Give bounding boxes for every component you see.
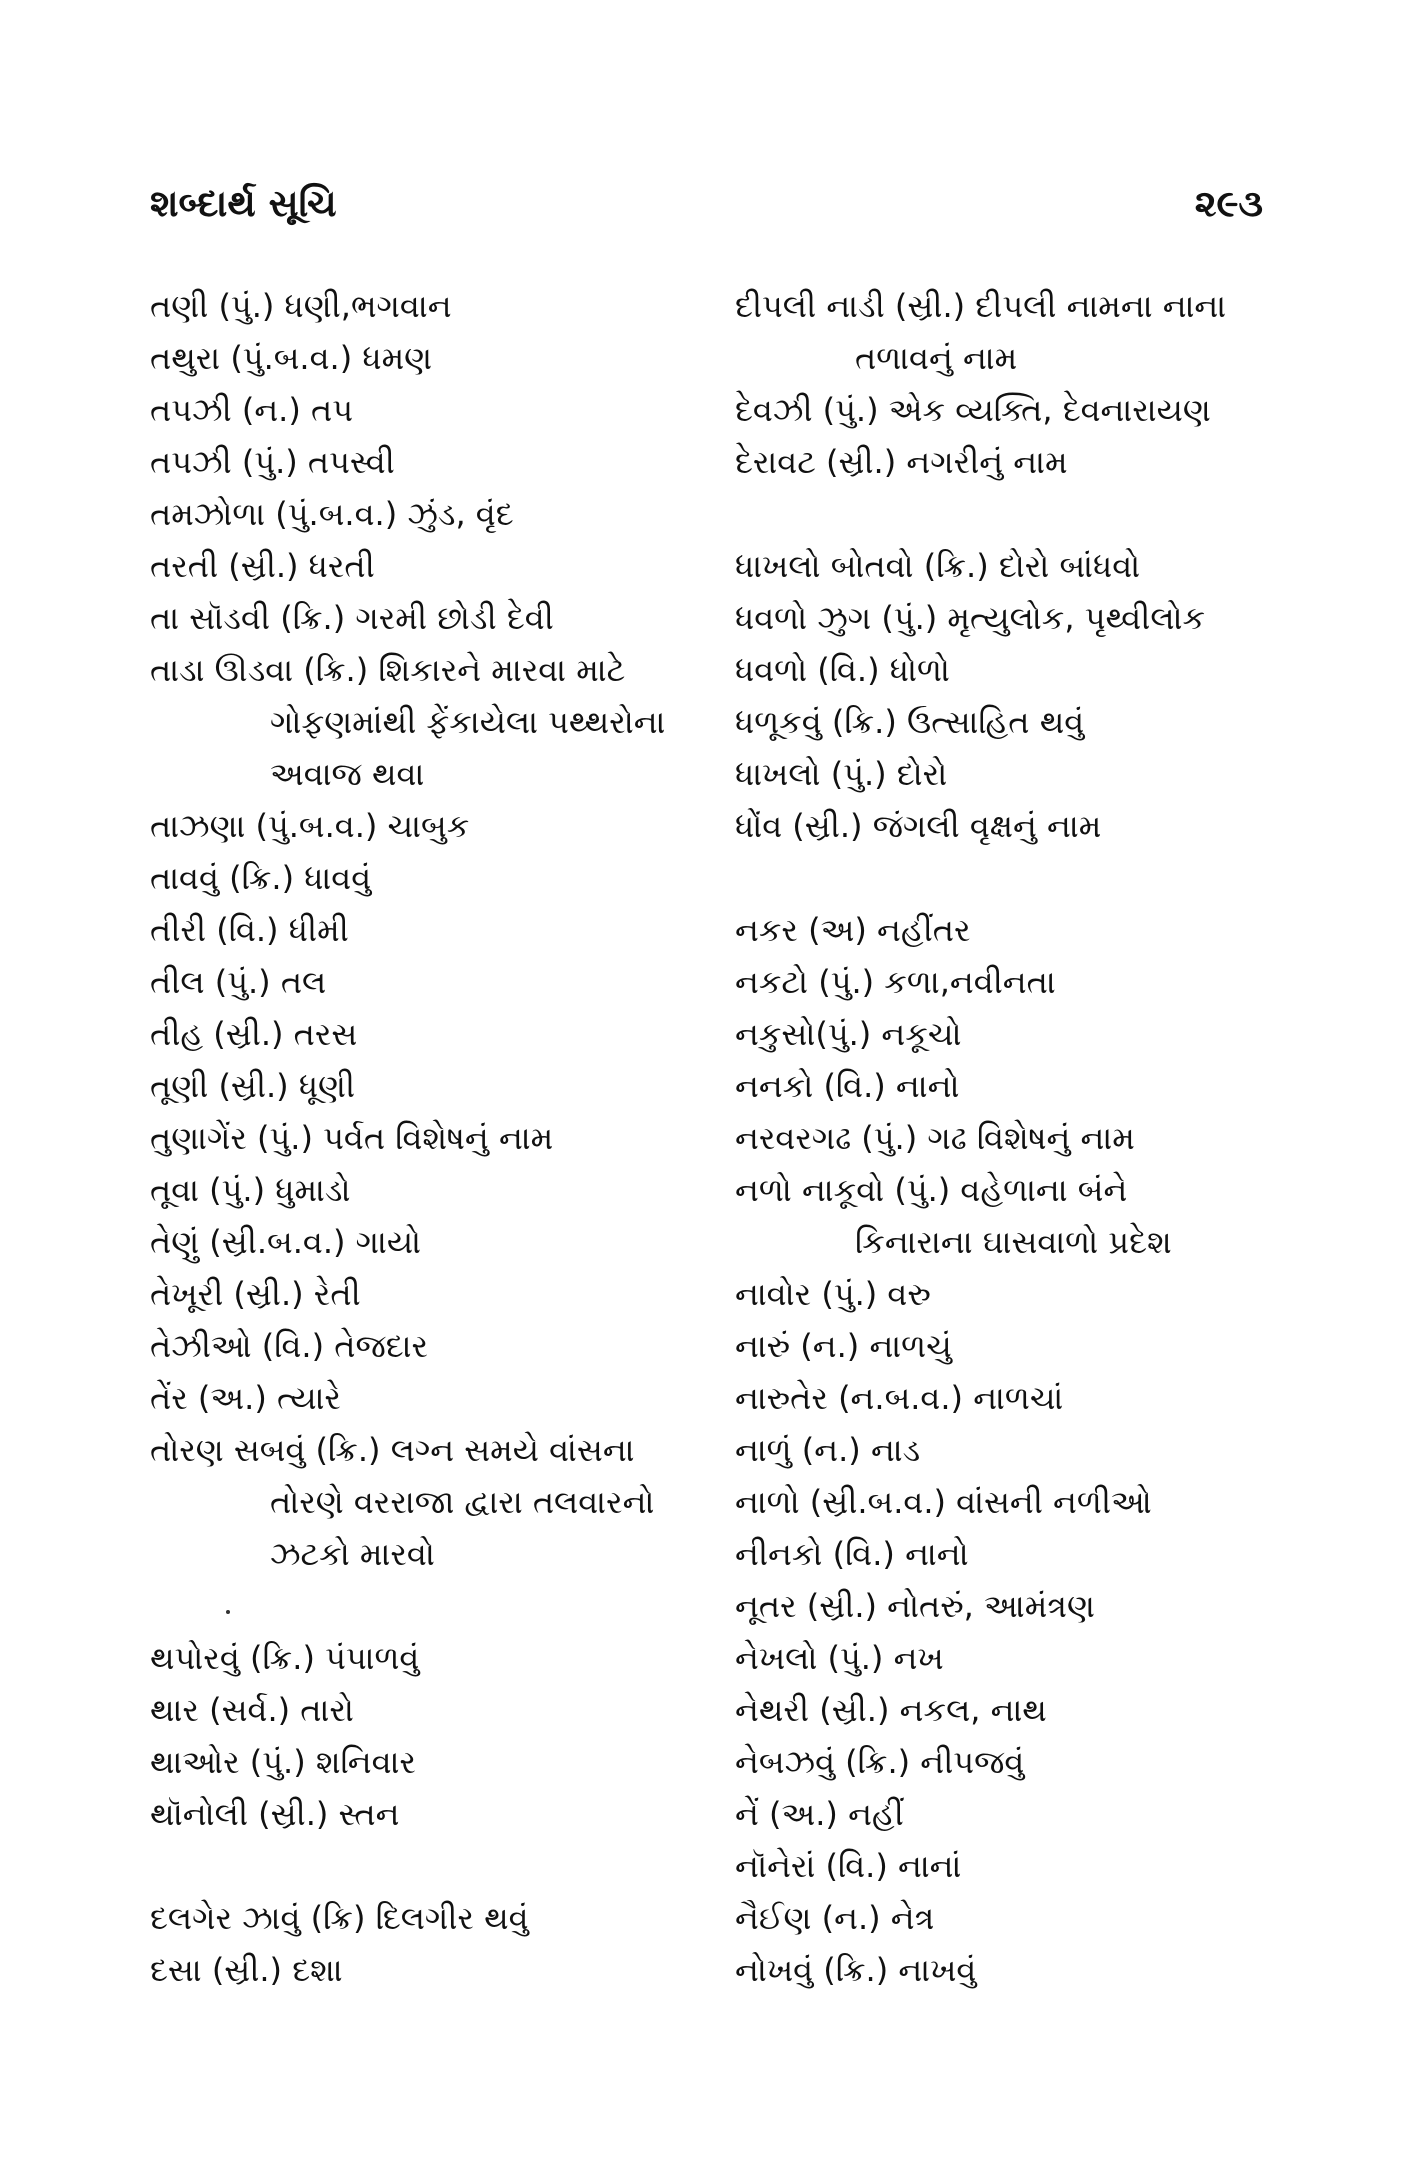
entry: નાળું (ન.) નાડ — [735, 1431, 921, 1469]
entry: તાઝણા (પું.બ.વ.) ચાબુક — [150, 807, 470, 845]
entry: તથુરા (પું.બ.વ.) ધમણ — [150, 339, 433, 377]
entry: દલગેર ઝાવું (ક્રિ) દિલગીર થવું — [150, 1899, 529, 1937]
entry: નોખવું (ક્રિ.) નાખવું — [735, 1951, 977, 1989]
section-gap — [735, 488, 1295, 540]
entry: તીહ (સ્રી.) તરસ — [150, 1015, 358, 1053]
entry: નાળો (સ્રી.બ.વ.) વાંસની નળીઓ — [735, 1483, 1152, 1521]
entry: ધળૂકવું (ક્રિ.) ઉત્સાહિત થવું — [735, 703, 1085, 741]
section-gap — [735, 852, 1295, 904]
entry: તેખૂરી (સ્રી.) રેતી — [150, 1275, 361, 1313]
entry: તૂણી (સ્રી.) ધૂણી — [150, 1067, 356, 1105]
entry: તરતી (સ્રી.) ધરતી — [150, 547, 375, 585]
entry: ધવળો ઝુગ (પું.) મૃત્યુલોક, પૃથ્વીલોક — [735, 599, 1206, 637]
entry: નકટો (પું.) કળા,નવીનતા — [735, 963, 1056, 1001]
entry: નૉનેરાં (વિ.) નાનાં — [735, 1847, 962, 1885]
entry: નળો નાકૂવો (પું.) વહેળાના બંને — [735, 1171, 1128, 1209]
page-number: ૨૯૩ — [1194, 182, 1263, 225]
section-gap — [150, 1840, 710, 1892]
entry-continuation: તળાવનું નામ — [855, 339, 1018, 377]
entry: થાઓર (પું.) શનિવાર — [150, 1743, 416, 1781]
entry: તાવવું (ક્રિ.) ધાવવું — [150, 859, 372, 897]
entry: નારુતેર (ન.બ.વ.) નાળચાં — [735, 1379, 1064, 1417]
entry: તાડા ઊડવા (ક્રિ.) શિકારને મારવા માટે — [150, 651, 626, 689]
entry: તપઝી (ન.) તપ — [150, 391, 353, 429]
entry-continuation: ગોફણમાંથી ફેંકાયેલા પથ્થરોના — [270, 703, 666, 741]
entry: ધોંવ (સ્રી.) જંગલી વૃક્ષનું નામ — [735, 807, 1102, 845]
entry: ધાખલો (પું.) દોરો — [735, 755, 948, 793]
entry: તપઝી (પું.) તપસ્વી — [150, 443, 395, 481]
entry: નકર (અ) નહીંતર — [735, 911, 971, 949]
entry: ધાખલો બોતવો (ક્રિ.) દોરો બાંધવો — [735, 547, 1141, 585]
entry: નાવોર (પું.) વરુ — [735, 1275, 931, 1313]
entry-continuation: તોરણે વરરાજા દ્વારા તલવારનો — [270, 1483, 655, 1521]
entry: ધવળો (વિ.) ધોળો — [735, 651, 950, 689]
entry: નૂતર (સ્રી.) નોતરું, આમંત્રણ — [735, 1587, 1095, 1625]
entry: નનકો (વિ.) નાનો — [735, 1067, 960, 1105]
entry: તીલ (પું.) તલ — [150, 963, 327, 1001]
entry: થાર (સર્વ.) તારો — [150, 1691, 354, 1729]
entry: નારું (ન.) નાળચું — [735, 1327, 952, 1365]
entry: તોરણ સબવું (ક્રિ.) લગ્ન સમયે વાંસના — [150, 1431, 635, 1469]
entry-continuation: કિનારાના ઘાસવાળો પ્રદેશ — [855, 1223, 1172, 1261]
entry: તીરી (વિ.) ધીમી — [150, 911, 349, 949]
entry: તુણાગેંર (પું.) પર્વત વિશેષનું નામ — [150, 1119, 554, 1157]
entry: નકુસો(પું.) નકૂચો — [735, 1015, 962, 1053]
entry: તણી (પું.) ધણી,ભગવાન — [150, 287, 452, 325]
entry: દેરાવટ (સ્રી.) નગરીનું નામ — [735, 443, 1068, 481]
entry: દેવઝી (પું.) એક વ્યક્તિ, દેવનારાયણ — [735, 391, 1211, 429]
entry-continuation: ઝટકો મારવો — [270, 1535, 435, 1573]
section-gap — [150, 1580, 710, 1632]
entry: નેખલો (પું.) નખ — [735, 1639, 944, 1677]
right-column — [735, 280, 1295, 1996]
entry-continuation: અવાજ થવા — [270, 755, 425, 793]
entry: થૉનોલી (સ્રી.) સ્તન — [150, 1795, 400, 1833]
entry: તેંર (અ.) ત્યારે — [150, 1379, 341, 1417]
entry: નેં (અ.) નહીં — [735, 1795, 904, 1833]
entry: નેથરી (સ્રી.) નકલ, નાથ — [735, 1691, 1047, 1729]
entry: થપોરવું (ક્રિ.) પંપાળવું — [150, 1639, 420, 1677]
entry: તૂવા (પું.) ધુમાડો — [150, 1171, 351, 1209]
stray-dot — [226, 1610, 230, 1614]
page-title: શબ્દાર્થ સૂચિ — [150, 182, 337, 225]
entry: તમઝોળા (પું.બ.વ.) ઝુંડ, વૃંદ — [150, 495, 514, 533]
entry: તેઝીઓ (વિ.) તેજદાર — [150, 1327, 429, 1365]
entry: તા સૉડવી (ક્રિ.) ગરમી છોડી દેવી — [150, 599, 554, 637]
entry: નૈઈણ (ન.) નેત્ર — [735, 1899, 935, 1937]
entry: તેણું (સ્રી.બ.વ.) ગાયો — [150, 1223, 422, 1261]
left-column — [150, 280, 710, 1996]
entry: દીપલી નાડી (સ્રી.) દીપલી નામના નાના — [735, 287, 1227, 325]
entry: નેબઝવું (ક્રિ.) નીપજવું — [735, 1743, 1025, 1781]
page-header — [150, 182, 1263, 242]
entry: નીનકો (વિ.) નાનો — [735, 1535, 969, 1573]
entry: નરવરગઢ (પું.) ગઢ વિશેષનું નામ — [735, 1119, 1135, 1157]
entry: દસા (સ્રી.) દશા — [150, 1951, 343, 1989]
